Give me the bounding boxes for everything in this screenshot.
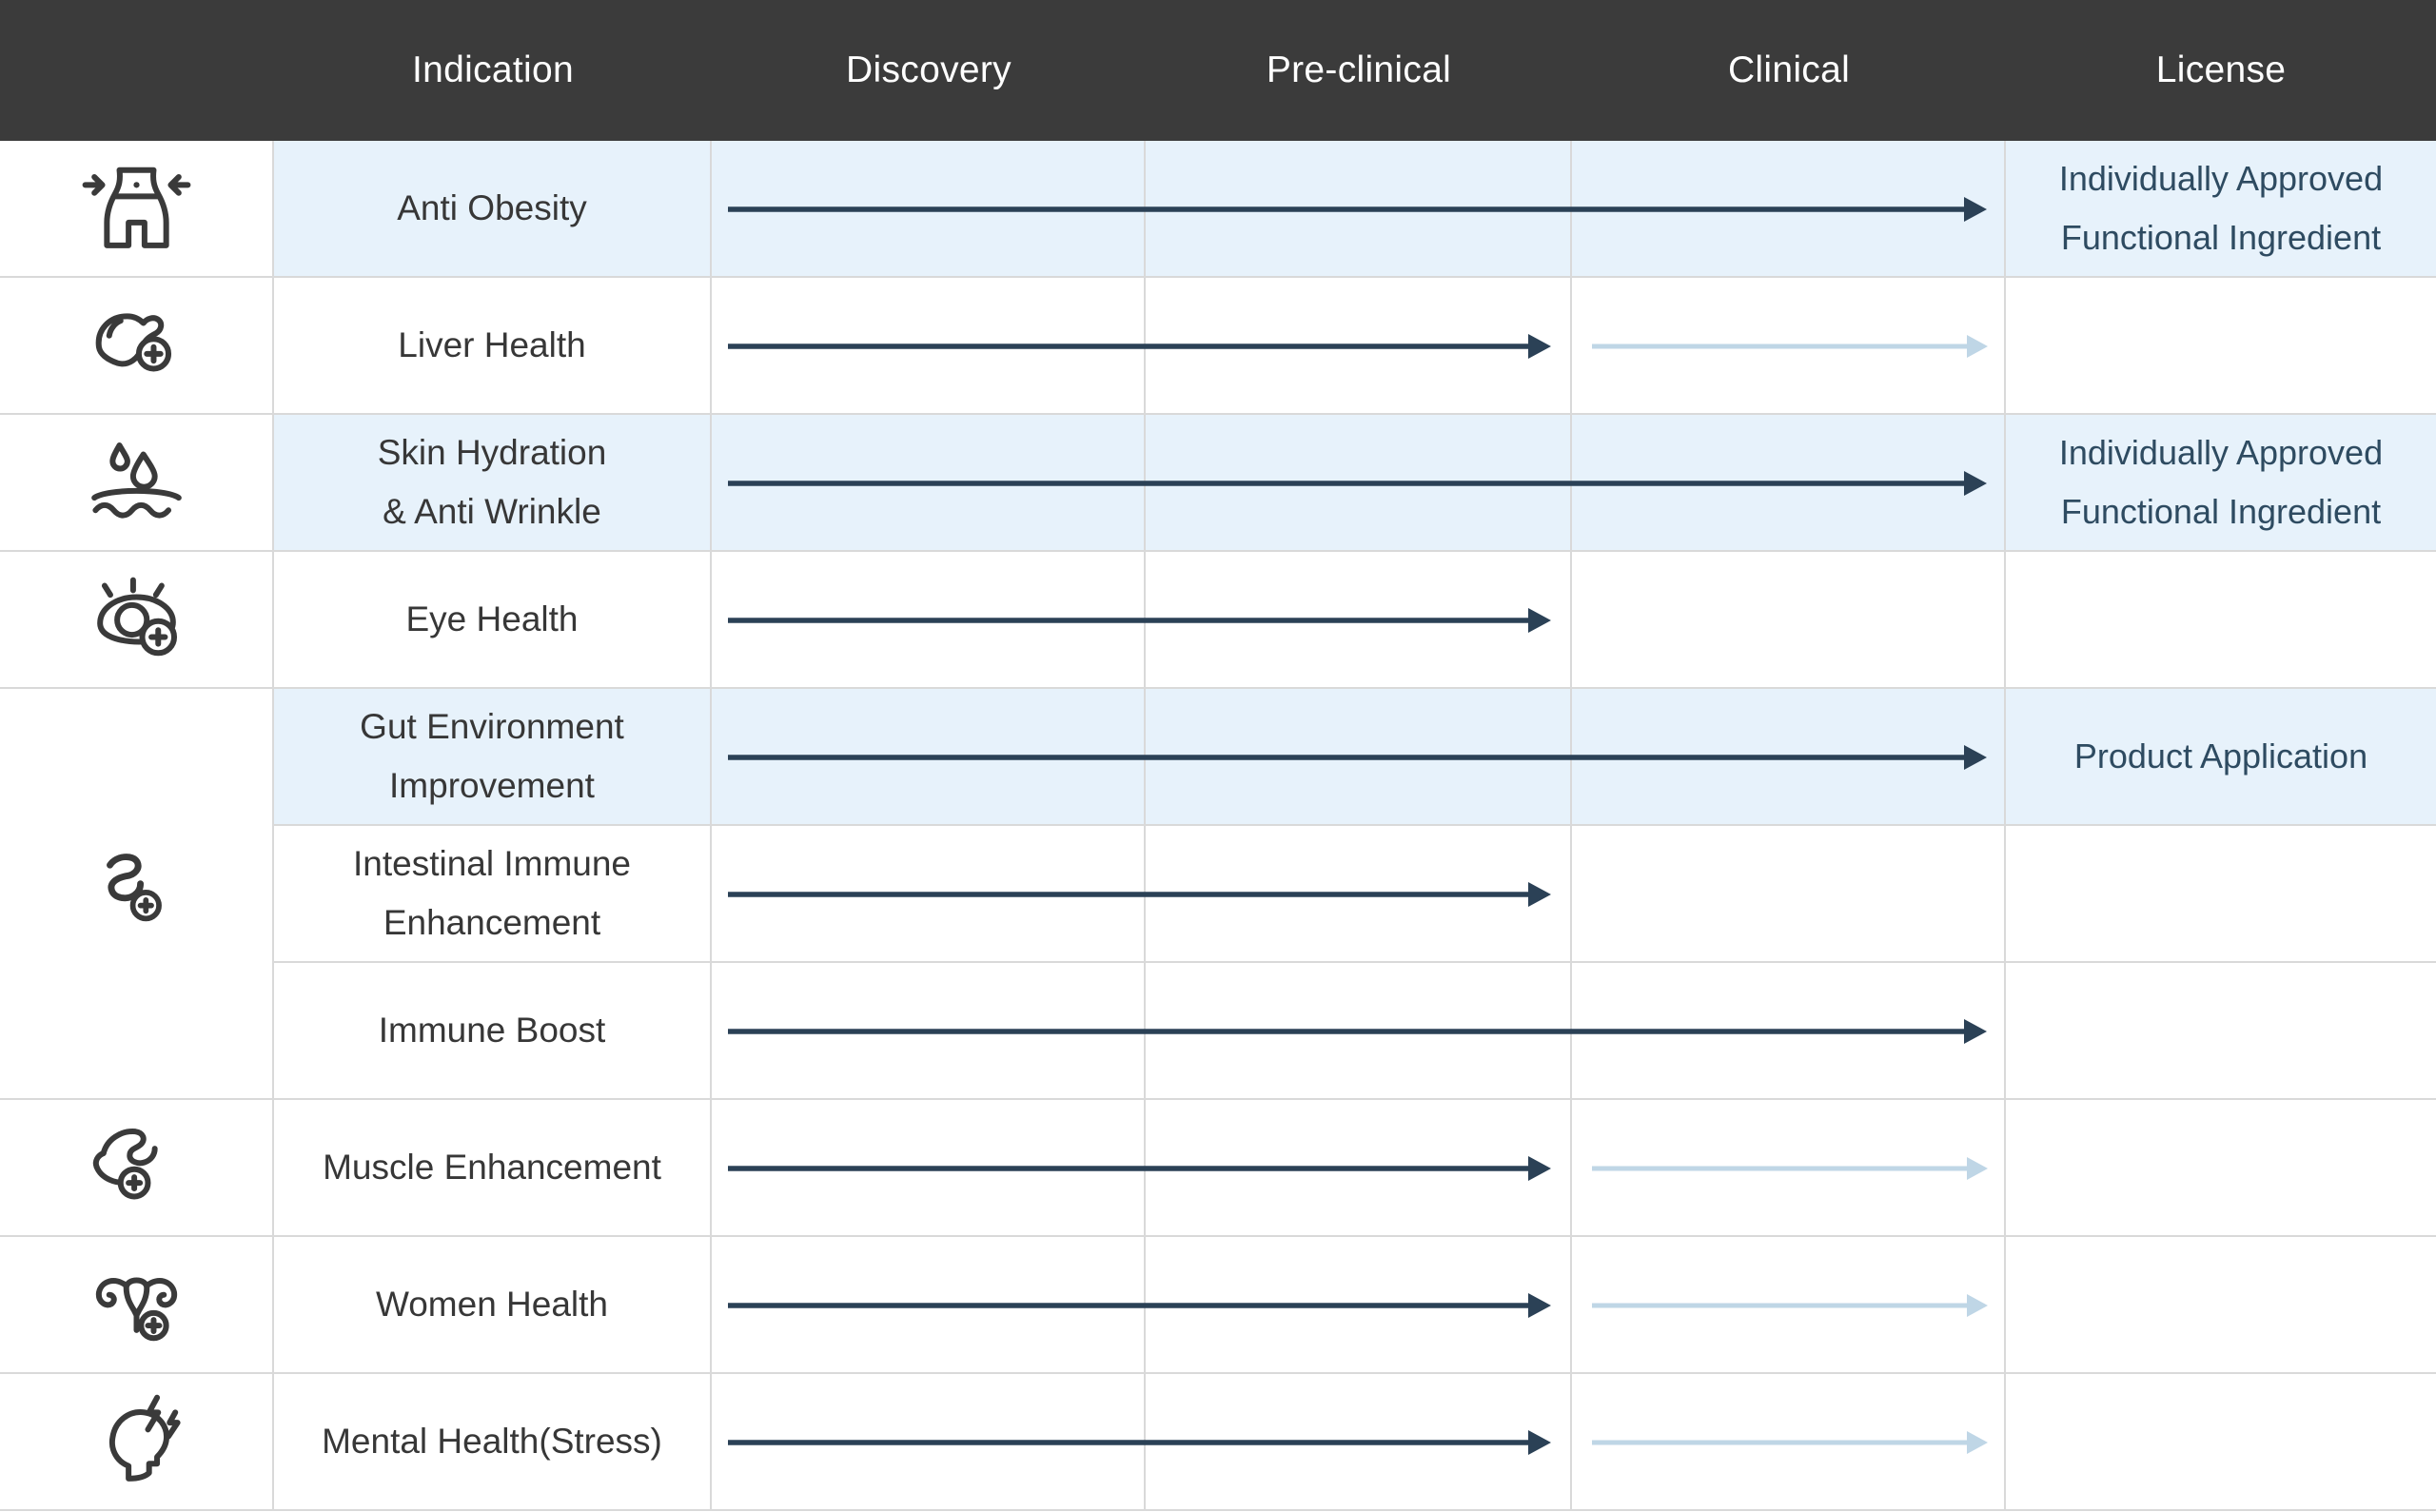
indication-labels <box>323 1138 661 1197</box>
indication-label: Liver Health <box>398 325 586 364</box>
icon-cell <box>0 278 274 415</box>
indication-label: Eye Health <box>405 599 579 638</box>
indication-labels <box>360 697 624 815</box>
license-label: Functional Ingredient <box>2060 492 2382 531</box>
indication-label: & Anti Wrinkle <box>383 492 601 531</box>
indication-label: Enhancement <box>383 903 601 942</box>
license-cell <box>2006 689 2436 826</box>
stage-cell-preclinical <box>1146 689 1572 826</box>
icon-cell <box>0 689 274 1100</box>
indication-labels <box>398 316 585 375</box>
stage-cell-preclinical <box>1146 1237 1572 1374</box>
stage-cell-discovery <box>712 826 1146 963</box>
stage-cell-clinical <box>1572 552 2006 689</box>
header-clinical: Clinical <box>1727 49 1851 90</box>
stage-cell-clinical <box>1572 1237 2006 1374</box>
stage-cell-clinical <box>1572 1100 2006 1237</box>
icon-cell <box>0 1100 274 1237</box>
indication-cell <box>274 826 712 963</box>
license-cell <box>2006 1374 2436 1511</box>
indication-label: Intestinal Immune <box>352 844 632 883</box>
indication-label: Skin Hydration <box>377 433 607 472</box>
indication-cell <box>274 1374 712 1511</box>
header-indication: Indication <box>412 49 574 90</box>
indication-label: Mental Health(Stress) <box>322 1422 662 1461</box>
icon-cell <box>0 415 274 552</box>
muscle-icon <box>82 1113 191 1223</box>
stage-cell-clinical <box>1572 415 2006 552</box>
indication-cell <box>274 552 712 689</box>
head-icon <box>82 1387 191 1497</box>
license-cell <box>2006 141 2436 278</box>
indication-cell <box>274 141 712 278</box>
header-discovery: Discovery <box>846 49 1012 90</box>
stage-cell-preclinical <box>1146 1374 1572 1511</box>
indication-labels <box>322 1412 662 1471</box>
indication-label: Improvement <box>389 766 595 805</box>
indication-cell <box>274 1237 712 1374</box>
indication-label: Women Health <box>375 1285 609 1324</box>
stage-cell-discovery <box>712 963 1146 1100</box>
stage-cell-clinical <box>1572 826 2006 963</box>
license-cell <box>2006 415 2436 552</box>
skin-icon <box>82 428 191 538</box>
gut-icon <box>84 841 188 946</box>
indication-labels <box>376 1275 608 1334</box>
license-labels <box>2059 423 2383 541</box>
stage-cell-preclinical <box>1146 552 1572 689</box>
indication-cell <box>274 278 712 415</box>
stage-cell-preclinical <box>1146 963 1572 1100</box>
indication-cell <box>274 963 712 1100</box>
license-labels <box>2059 149 2383 267</box>
license-cell <box>2006 552 2436 689</box>
indication-label: Anti Obesity <box>397 188 587 227</box>
indication-label: Gut Environment <box>360 707 624 746</box>
header-license: License <box>2155 49 2287 90</box>
indication-label: Muscle Enhancement <box>323 1148 661 1187</box>
uterus-icon <box>82 1250 191 1360</box>
stage-cell-discovery <box>712 415 1146 552</box>
stage-cell-preclinical <box>1146 141 1572 278</box>
indication-label: Immune Boost <box>378 1011 606 1050</box>
table-header-row <box>0 0 2436 141</box>
table-body <box>0 141 2436 1511</box>
stage-cell-preclinical <box>1146 1100 1572 1237</box>
stage-cell-discovery <box>712 278 1146 415</box>
stage-cell-clinical <box>1572 278 2006 415</box>
indication-cell <box>274 1100 712 1237</box>
stage-cell-clinical <box>1572 963 2006 1100</box>
license-cell <box>2006 1100 2436 1237</box>
stage-cell-preclinical <box>1146 278 1572 415</box>
indication-labels <box>397 179 586 238</box>
stage-cell-discovery <box>712 552 1146 689</box>
license-label: Product Application <box>2073 736 2368 776</box>
icon-cell <box>0 552 274 689</box>
indication-cell <box>274 415 712 552</box>
license-cell <box>2006 963 2436 1100</box>
header-pre-clinical: Pre-clinical <box>1266 49 1452 90</box>
icon-cell <box>0 141 274 278</box>
stage-cell-discovery <box>712 1374 1146 1511</box>
stage-cell-discovery <box>712 1100 1146 1237</box>
indication-labels <box>378 423 607 541</box>
stage-cell-discovery <box>712 1237 1146 1374</box>
stage-cell-preclinical <box>1146 826 1572 963</box>
indication-labels <box>379 1001 606 1060</box>
liver-icon <box>82 291 191 401</box>
license-cell <box>2006 1237 2436 1374</box>
stage-cell-clinical <box>1572 141 2006 278</box>
icon-cell <box>0 1237 274 1374</box>
stage-cell-discovery <box>712 689 1146 826</box>
license-labels <box>2074 727 2367 786</box>
license-label: Individually Approved <box>2058 433 2384 472</box>
stage-cell-discovery <box>712 141 1146 278</box>
waist-icon <box>82 154 191 264</box>
license-cell <box>2006 278 2436 415</box>
eye-icon <box>82 565 191 675</box>
indication-labels <box>353 835 631 952</box>
stage-cell-preclinical <box>1146 415 1572 552</box>
indication-labels <box>406 590 579 649</box>
icon-cell <box>0 1374 274 1511</box>
license-label: Individually Approved <box>2058 159 2384 198</box>
indication-cell <box>274 689 712 826</box>
stage-cell-clinical <box>1572 1374 2006 1511</box>
license-label: Functional Ingredient <box>2060 218 2382 257</box>
stage-cell-clinical <box>1572 689 2006 826</box>
license-cell <box>2006 826 2436 963</box>
